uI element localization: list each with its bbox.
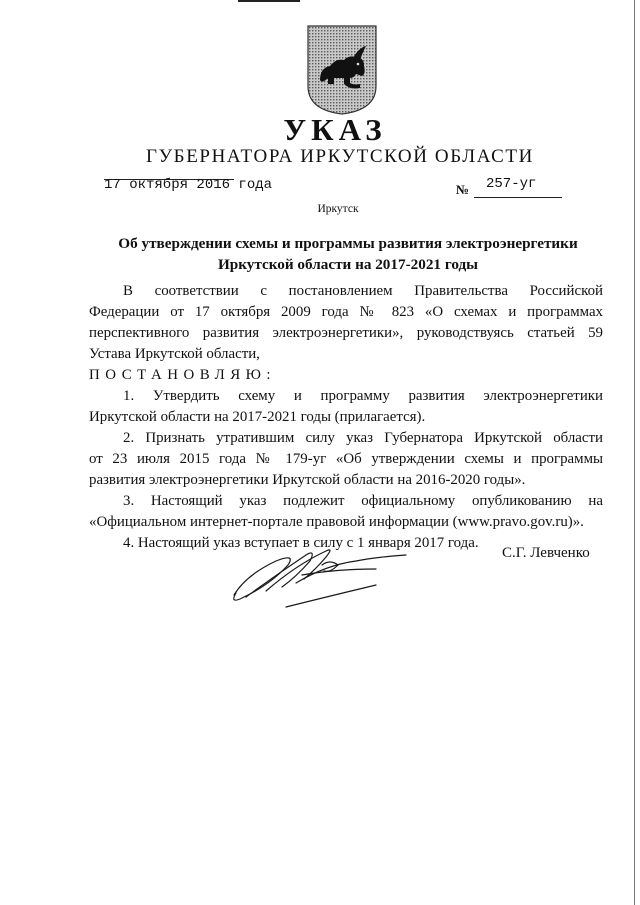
item-line: 3. Настоящий указ подлежит официальному опубликованию на — [123, 493, 603, 509]
heading-line: Об утверждении схемы и программы развития электроэнергетики — [118, 235, 578, 252]
item-line: «Официальном интернет-портале правовой информации (www.pravo.gov.ru)». — [89, 514, 584, 530]
document-date: 17 октября 2016 года — [104, 177, 273, 193]
preamble-line: перспективного развития электроэнергетики», руководствуясь статьей 59 — [89, 325, 603, 341]
decree-word: ПОСТАНОВЛЯЮ: — [89, 367, 277, 383]
item-line: 2. Признать утратившим силу указ Губернатора Иркутской области — [123, 430, 603, 446]
document-subtitle: ГУБЕРНАТОРА ИРКУТСКОЙ ОБЛАСТИ — [146, 146, 534, 167]
coat-of-arms-icon — [306, 24, 378, 116]
signature-icon — [226, 535, 426, 615]
item-line: 1. Утвердить схему и программу развития электроэнергетики — [123, 388, 603, 404]
item-line: 4. Настоящий указ вступает в силу с 1 января 2017 года. — [123, 535, 479, 551]
document-heading — [88, 233, 608, 275]
heading-line: Иркутской области на 2017-2021 годы — [217, 256, 479, 273]
document-number: 257-уг — [486, 176, 537, 192]
item-line: от 23 июля 2015 года № 179-уг «Об утверждении схемы и программы — [89, 451, 603, 467]
document-title: УКАЗ — [283, 112, 387, 147]
document-body — [89, 281, 603, 554]
preamble-line: Федерации от 17 октября 2009 года № 823 «О схемах и программах — [89, 304, 603, 320]
signer-name: С.Г. Левченко — [502, 545, 590, 561]
item-line: развития электроэнергетики Иркутской области на 2016-2020 годы». — [89, 472, 526, 488]
preamble-line: Устава Иркутской области, — [89, 346, 260, 362]
preamble-line: В соответствии с постановлением Правительства Российской — [123, 283, 603, 299]
document-city: Иркутск — [317, 203, 359, 215]
number-underline — [474, 197, 562, 198]
item-line: Иркутской области на 2017-2021 годы (прилагается). — [89, 409, 426, 425]
scan-mark — [238, 0, 300, 2]
number-sign: № — [456, 182, 470, 197]
